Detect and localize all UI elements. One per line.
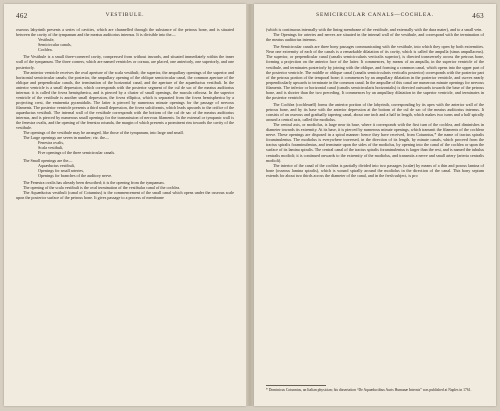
right-page-header (266, 12, 484, 22)
left-page (4, 4, 246, 406)
paragraph-openings: The openings of the vestibule may be arranged, like those of the tympanum, into large and small. (23, 130, 184, 136)
division-item: Semicircular canals, (38, 42, 72, 48)
paragraph-modiolus: The central axis, or modiolus, is large near its base, where it corresponds with the first turn of the cochlea, and diminishes in diameter towards its extremity. At its base, it is pierced by numerous minute openings, which transmit the filaments of the cochlear nerve. These openings are disposed in a spiral manner: hence they have received, from Cotunnius,* the name of tractus spiralis foraminulentus. The modiolus is everywhere traversed, in the direction of its length, by minute canals, which proceed from the tractus spiralis foraminulentus, and terminate upon the sides of the modiolus, by opening into the canal of the cochlea or upon the surface of its lamina spiralis. The central canal of the tractus spiralis foraminulentus is larger than the rest, and is named the tubulus centralis modioli; it is continued onwards to the extremity of the modiolus, and transmits a nerve and small artery (arteria centralis modioli). (266, 122, 484, 163)
left-page-body (16, 27, 234, 400)
running-title-right: SEMICIRCULAR CANALS—COCHLEA. (316, 12, 434, 18)
book-gutter (246, 4, 254, 406)
paragraph-cochlea: The Cochlea (cochleaæll) forms the anterior portion of the labyrinth, corresponding by its apex with the anterior wall of the petrous bone, and by its base with the anterior depression at the bottom of the cul de sac of the meatus auditorius internus. It consists of an osseous and gradually tapering canal, about one inch and a half in length, which makes two turns and a half spirally around a central axis, called the modiolus. (266, 102, 484, 123)
paragraph-semicircular-canals: The Semicircular canals are three bony passages communicating with the vestibule, into which they open by both extremities. Near one extremity of each of the canals is a remarkable dilatation of its cavity, which is called the ampulla (sinus ampullaceus). The superior, or perpendicular canal (canalis semicircularis verticalis superior), is directed transversely across the petrous bone, forming a projection on the anterior face of the latter. It commences, by means of an ampulla, in the superior ventricle of the vestibule, and terminates posteriorly by joining with the oblique, and forming a common canal, which opens into the upper part of the posterior ventricle. The middle or oblique canal (canalis semicircularis verticalis posterior) corresponds with the posterior part of the petrous portion of the temporal bone; it commences by an ampullary dilatation in the posterior ventricle, and curves nearly perpendicularly upwards to terminate in the common canal. In the ampullæ of this canal are numerous minute openings for nervous filaments. The inferior or horizontal canal (canalis semicircularis horizontalis) is directed outwards towards the base of the petrous bone, and is shorter than the two preceding. It commences by an ampullary dilatation in the superior ventricle, and terminates in the posterior ventricle. (266, 44, 484, 100)
small-opening-item: Aquæductus vestibuli, (38, 162, 76, 168)
footnote-rule (266, 385, 326, 386)
division-item: Cochlea. (38, 47, 53, 53)
paragraph-anterior-ventricle: The anterior ventricle receives the oval aperture of the scala vestibuli; the superior, the ampullary openings of the superior and horizontal semicircular canals; the posterior, the ampullary opening of the oblique semicircular canal, the common aperture of the oblique and perpendicular canals, the termination of the horizontal canal, and the aperture of the aquæductus vestibuli. In the anterior ventricle is a small depression, which corresponds with the posterior segment of the cul de sac of the meatus auditorius internus: it is called the fovea hemispherica, and is pierced by a cluster of small openings, the macula cribrosa. In the superior ventricle of the vestibule is another small depression, the fovea elliptica, which is separated from the fovea hemispherica by a projecting crest, the eminentia pyramidalis. The latter is pierced by numerous minute openings for the passage of nervous filaments. The posterior ventricle presents a third small depression, the fovea sulciformis, which leads upwards to the orifice of the aquæductus vestibuli. The internal wall of the vestibule corresponds with the bottom of the cul de sac of the meatus auditorius internus, and is pierced by numerous small openings for the transmission of nervous filaments. In the external or tympanic wall is the fenestra ovalis, and the opening of the fenestra rotunda, the margin of which presents a prominent rim towards the cavity of the vestibule. (16, 69, 234, 131)
page-number-left: 462 (16, 12, 28, 20)
large-opening-item: Five openings of the three semicircular canals. (38, 150, 116, 156)
paragraph-vestibule: The Vestibule is a small three-cornered cavity, compressed from without inwards, and situated immediately within the inner wall of the tympanum. The three corners, which are named ventricles or cornua, are placed, one anteriorly, one superiorly, and one posteriorly. (16, 54, 234, 70)
paragraph-large-openings: The Large openings are seven in number; viz. the— (23, 135, 110, 141)
paragraph-scala-vestibuli: The opening of the scala vestibuli is the oval termination of the vestibular canal of the cochlea. (23, 184, 181, 190)
division-item: Vestibule, (38, 37, 55, 43)
footnote: * Dominicus Cotunnius, an Italian physician; his dissertation “De Aquæductibus Auris Humanæ Internis” was published at Naples in 1761. (266, 388, 472, 392)
paragraph-intro: osseous labyrinth presents a series of cavities, which are channelled through the substance of the petrous bone, and is situated between the cavity of the tympanum and the meatus auditorius internus. It is divisible into the— (16, 27, 234, 38)
divisions-list (16, 37, 234, 52)
paragraph-continuation: (which is continuous internally with the lining membrane of the vestibule, and externally with the dura mater), and to a small vein. (266, 27, 483, 32)
paragraph-small-openings: The Small openings are the— (23, 157, 73, 163)
large-opening-item: Fenestra ovalis, (38, 140, 64, 146)
paragraph-interior-canal: The interior of the canal of the cochlea is partially divided into two passages (scalæ) by means of a thin and porous lamina of bone (osseous lamina spiralis), which is wound spirally around the modiolus in the direction of the canal. This bony septum extends for about two thirds across the diameter of the canal, and in the fresh subject, is pro (266, 162, 484, 178)
small-openings-list (16, 163, 234, 178)
running-title-left: VESTIBULE. (105, 12, 145, 18)
small-opening-item: Openings for small arteries, (38, 167, 84, 173)
left-page-header (16, 12, 234, 22)
paragraph-fenestra-ovalis: The Fenestra ovalis has already been described; it is the opening from the tympanum. (23, 179, 165, 185)
large-openings-list (16, 140, 234, 155)
right-page (254, 4, 496, 406)
right-page-body (266, 27, 484, 390)
large-opening-item: Scala vestibuli, (38, 145, 64, 151)
small-opening-item: Openings for branches of the auditory nerve. (38, 172, 113, 178)
page-number-right: 463 (472, 12, 484, 20)
paragraph-nerve-openings: The Openings for arteries and nerves are situated in the internal wall of the vestibule, and correspond with the termination of the meatus auditorius internus. (266, 32, 484, 43)
paragraph-aquaeductus: The Aquæductus vestibuli (canal of Cotunnius) is the commencement of the small canal which opens under the osseous scale upon the posterior surface of the petrous bone. It gives passage to a process of membrane (16, 190, 234, 201)
